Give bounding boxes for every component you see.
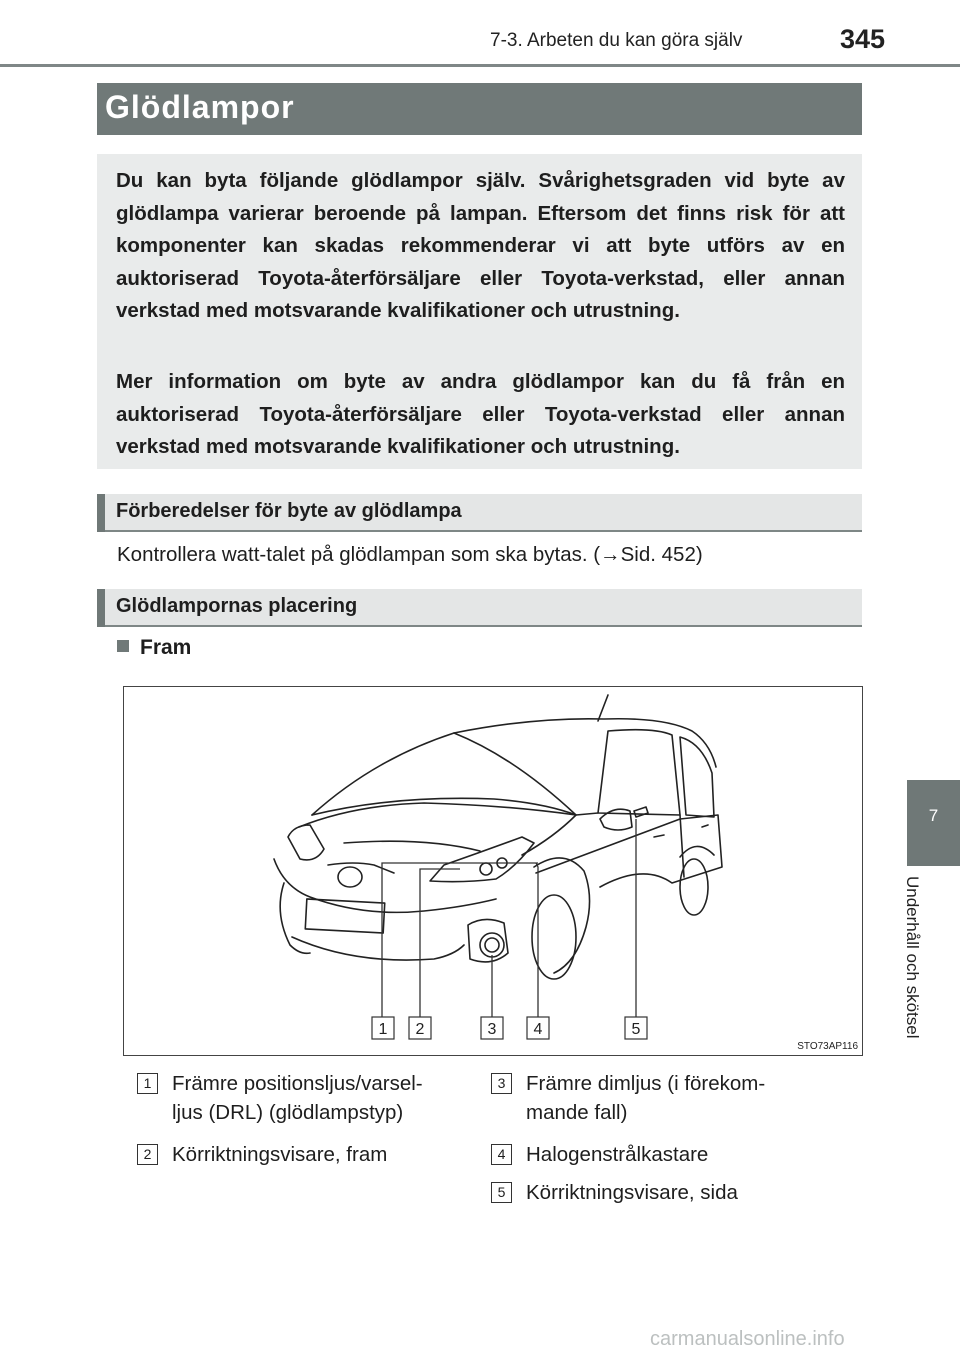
legend-text-3-line-2: mande fall) xyxy=(526,1101,628,1124)
callout-3 xyxy=(481,1017,503,1039)
callout-4 xyxy=(527,1017,549,1039)
legend-text-1-line-2: ljus (DRL) (glödlampstyp) xyxy=(172,1101,404,1124)
left-headlamp xyxy=(288,825,324,860)
page-number: 345 xyxy=(840,24,886,54)
header-divider xyxy=(0,64,960,67)
subheading-front xyxy=(117,636,191,660)
intro-box xyxy=(97,154,862,469)
chapter-tab-number: 7 xyxy=(907,780,960,866)
legend-text-2: Körriktningsvisare, fram xyxy=(172,1143,388,1166)
section-heading-locations-text: Glödlampornas placering xyxy=(116,595,358,617)
page-title: Glödlampor xyxy=(105,89,295,125)
callout-5 xyxy=(625,1017,647,1039)
legend-number-2: 2 xyxy=(137,1144,158,1165)
legend-number-3: 3 xyxy=(491,1073,512,1094)
callout-markers xyxy=(372,1017,647,1039)
wattage-instruction: Kontrollera watt-talet på glödlampan som ska bytas. (→Sid. 452) xyxy=(117,543,703,566)
rear-wheel xyxy=(680,859,708,915)
legend-number-4: 4 xyxy=(491,1144,512,1165)
running-header-section: 7-3. Arbeten du kan göra själv xyxy=(490,30,743,51)
legend-number-1: 1 xyxy=(137,1073,158,1094)
legend-number-5: 5 xyxy=(491,1182,512,1203)
license-plate xyxy=(305,899,384,933)
callout-2 xyxy=(409,1017,431,1039)
page-title-band xyxy=(97,83,862,135)
watermark: carmanualsonline.info xyxy=(650,1328,845,1350)
section-heading-preparation xyxy=(97,494,862,532)
figure-code: STO73AP116 xyxy=(797,1041,858,1052)
right-headlamp xyxy=(430,837,534,882)
side-mirror xyxy=(600,809,632,830)
fog-lamp xyxy=(480,933,504,957)
antenna-line xyxy=(598,695,608,721)
intro-paragraph-1: Du kan byta följande glödlampor själv. Svårighetsgraden vid byte av glödlampa varierar beroende på lampan. Eftersom det finns risk för att komponenter kan skadas rekommenderar vi att byte utförs av en auktoriserad Toyota-återförsäljare eller Toyota-verkstad, eller annan verkstad med motsvarande kvalifikationer och utrustning. xyxy=(116,169,845,322)
legend-text-4: Halogenstrålkastare xyxy=(526,1143,709,1166)
legend-text-3 xyxy=(526,1069,765,1127)
section-heading-locations xyxy=(97,589,862,627)
lower-grille xyxy=(292,937,464,960)
callout-1 xyxy=(372,1017,394,1039)
callout-4-label: 4 xyxy=(533,1021,543,1038)
callout-1-label: 1 xyxy=(378,1021,388,1038)
intro-paragraph-2: Mer information om byte av andra glödlampor kan du få från en auktoriserad Toyota-återförsäljare eller Toyota-verkstad eller annan verkstad med motsvarande kvalifikationer och utrustning. xyxy=(116,370,845,458)
car-front-illustration xyxy=(123,686,863,1056)
subheading-front-text: Fram xyxy=(140,636,192,659)
hood-line xyxy=(299,803,576,855)
square-bullet-icon xyxy=(117,640,129,652)
side-turn-signal xyxy=(634,807,648,817)
windshield-base xyxy=(312,798,576,815)
callout-5-label: 5 xyxy=(631,1021,641,1038)
car-line-drawing xyxy=(124,687,862,1055)
front-wheel-arch xyxy=(534,858,590,973)
legend-text-1 xyxy=(172,1069,423,1127)
front-door-window xyxy=(598,730,680,815)
legend-text-3-line-1: Främre dimljus (i förekom- xyxy=(526,1072,766,1095)
legend-text-1-line-1: Främre positionsljus/varsel- xyxy=(172,1072,423,1095)
chapter-tab-label xyxy=(903,866,960,1196)
chapter-tab-label-text: Underhåll och skötsel xyxy=(903,876,922,1039)
legend-text-5: Körriktningsvisare, sida xyxy=(526,1181,738,1204)
emblem xyxy=(338,867,362,887)
callout-2-label: 2 xyxy=(415,1021,425,1038)
section-heading-preparation-text: Förberedelser för byte av glödlampa xyxy=(116,500,462,522)
callout-3-label: 3 xyxy=(487,1021,497,1038)
